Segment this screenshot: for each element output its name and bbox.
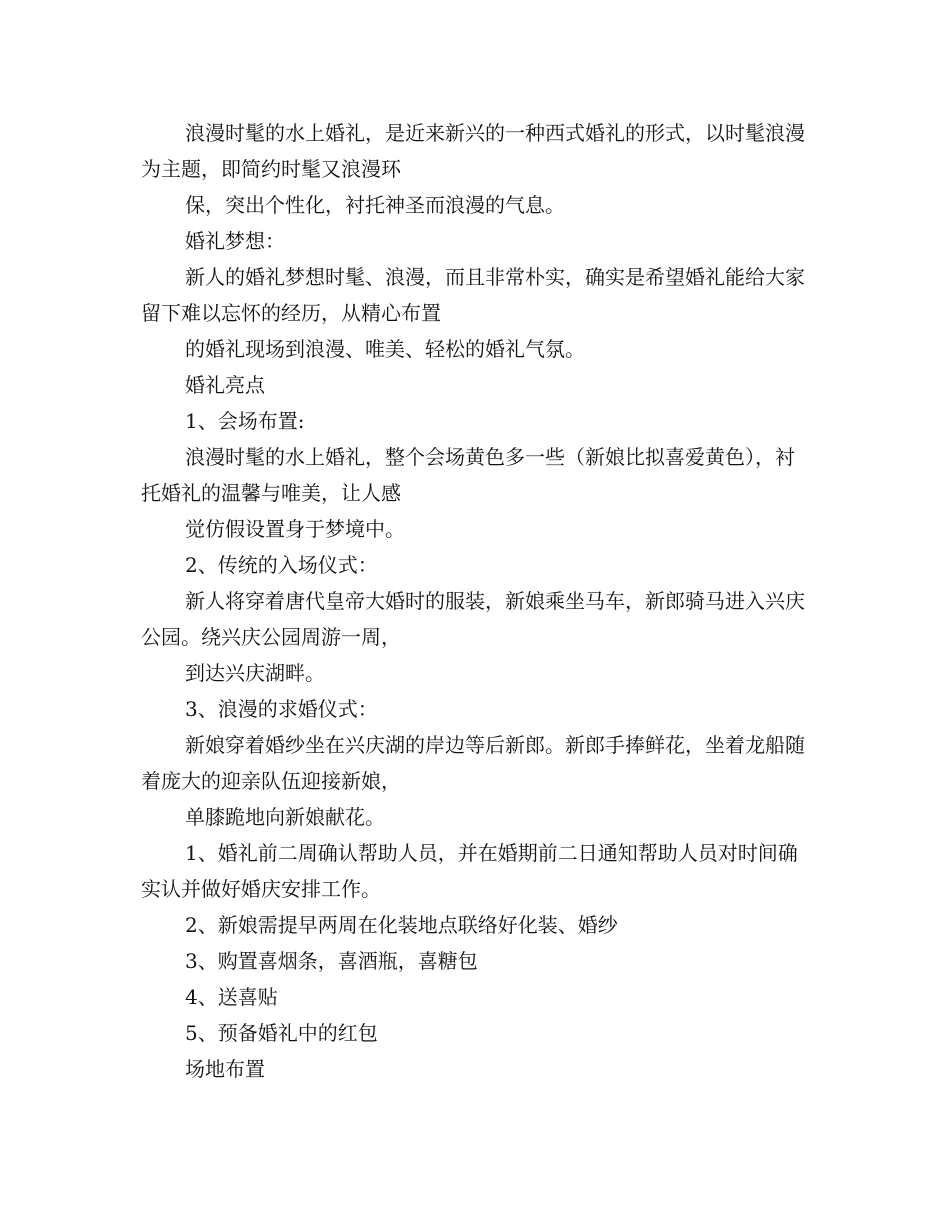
document-body <box>141 115 813 1087</box>
list-item-purchases: 3、购置喜烟条，喜酒瓶，喜糖包 <box>185 949 478 973</box>
heading-venue-decoration: 场地布置 <box>185 1057 265 1081</box>
heading-entrance-ceremony: 2、传统的入场仪式： <box>185 553 378 577</box>
paragraph-entrance-ceremony: 新人将穿着唐代皇帝大婚时的服装，新娘乘坐马车，新郎骑马进入兴庆公园。绕兴庆公园周游一周， <box>141 589 805 649</box>
paragraph-intro-continued: 保，突出个性化，衬托神圣而浪漫的气息。 <box>185 193 565 217</box>
paragraph-entrance-ceremony-continued: 到达兴庆湖畔。 <box>185 661 325 685</box>
list-item-invitations: 4、送喜贴 <box>185 985 278 1009</box>
list-item-red-envelopes: 5、预备婚礼中的红包 <box>185 1021 378 1045</box>
heading-wedding-dream: 婚礼梦想： <box>185 229 285 253</box>
heading-venue-layout: 1、会场布置: <box>185 409 305 433</box>
heading-proposal-ceremony: 3、浪漫的求婚仪式： <box>185 697 378 721</box>
paragraph-venue-layout-continued: 觉仿假设置身于梦境中。 <box>185 517 405 541</box>
paragraph-proposal-ceremony: 新娘穿着婚纱坐在兴庆湖的岸边等后新郎。新郎手捧鲜花，坐着龙船随着庞大的迎亲队伍迎接新娘， <box>141 733 805 793</box>
paragraph-wedding-dream: 新人的婚礼梦想时髦、浪漫，而且非常朴实，确实是希望婚礼能给大家留下难以忘怀的经历，从精心布置 <box>141 265 805 325</box>
paragraph-wedding-dream-continued: 的婚礼现场到浪漫、唯美、轻松的婚礼气氛。 <box>185 337 585 361</box>
paragraph-venue-layout: 浪漫时髦的水上婚礼，整个会场黄色多一些（新娘比拟喜爱黄色），衬托婚礼的温馨与唯美，让人感 <box>141 445 795 505</box>
paragraph-intro: 浪漫时髦的水上婚礼，是近来新兴的一种西式婚礼的形式，以时髦浪漫为主题，即简约时髦又浪漫环 <box>141 121 805 181</box>
paragraph-proposal-ceremony-continued: 单膝跪地向新娘献花。 <box>185 805 385 829</box>
heading-wedding-highlights: 婚礼亮点 <box>185 373 265 397</box>
list-item-makeup: 2、新娘需提早两周在化装地点联络好化装、婚纱 <box>185 913 618 937</box>
list-item-helpers: 1、婚礼前二周确认帮助人员，并在婚期前二日通知帮助人员对时间确实认并做好婚庆安排工作。 <box>141 841 798 901</box>
